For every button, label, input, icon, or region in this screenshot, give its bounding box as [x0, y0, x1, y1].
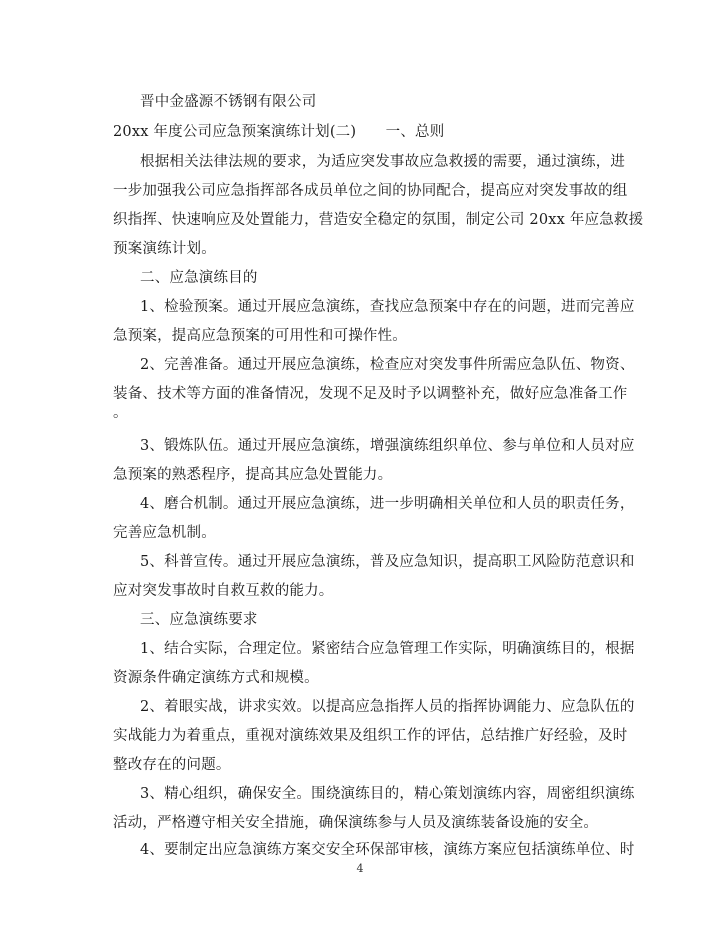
- paragraph-line: 3、精心组织，确保安全。围绕演练目的，精心策划演练内容，周密组织演练: [140, 786, 635, 802]
- paragraph-line: 急预案的熟悉程序，提高其应急处置能力。: [113, 467, 393, 483]
- paragraph-line: 1、检验预案。通过开展应急演练，查找应急预案中存在的问题，进而完善应: [140, 299, 635, 315]
- paragraph-line: 预案演练计划。: [113, 241, 216, 257]
- paragraph-line: 5、科普宣传。通过开展应急演练，普及应急知识，提高职工风险防范意识和: [140, 554, 635, 570]
- section-heading: 二、应急演练目的: [140, 270, 258, 286]
- paragraph-line: 应对突发事故时自救互救的能力。: [113, 583, 334, 599]
- paragraph-line: 织指挥、快速响应及处置能力，营造安全稳定的氛围，制定公司 20xx 年应急救援: [113, 212, 644, 228]
- section-heading: 三、应急演练要求: [140, 612, 258, 628]
- paragraph-line: 活动，严格遵守相关安全措施，确保演练参与人员及演练装备设施的安全。: [113, 815, 599, 831]
- paragraph-line: 实战能力为着重点，重视对演练效果及组织工作的评估，总结推广好经验，及时: [113, 728, 628, 744]
- paragraph-line: 2、着眼实战，讲求实效。以提高应急指挥人员的指挥协调能力、应急队伍的: [140, 699, 635, 715]
- paragraph-line: 根据相关法律法规的要求，为适应突发事故应急救援的需要，通过演练，进: [140, 154, 626, 170]
- document-title: 20xx 年度公司应急预案演练计划(二) 一、总则: [113, 124, 445, 140]
- company-name: 晋中金盛源不锈钢有限公司: [140, 94, 317, 110]
- paragraph-line: 4、要制定出应急演练方案交安全环保部审核，演练方案应包括演练单位、时: [140, 842, 635, 858]
- paragraph-line: 一步加强我公司应急指挥部各成员单位之间的协同配合，提高应对突发事故的组: [113, 183, 628, 199]
- paragraph-line: 资源条件确定演练方式和规模。: [113, 670, 319, 686]
- paragraph-line: 完善应急机制。: [113, 525, 216, 541]
- paragraph-line: 。: [113, 405, 128, 421]
- paragraph-line: 4、磨合机制。通过开展应急演练，进一步明确相关单位和人员的职责任务，: [140, 496, 635, 512]
- paragraph-line: 装备、技术等方面的准备情况，发现不足及时予以调整补充，做好应急准备工作: [113, 386, 628, 402]
- paragraph-line: 急预案，提高应急预案的可用性和可操作性。: [113, 328, 407, 344]
- page-number: 4: [356, 862, 364, 875]
- paragraph-line: 1、结合实际，合理定位。紧密结合应急管理工作实际，明确演练目的，根据: [140, 641, 635, 657]
- paragraph-line: 3、锻炼队伍。通过开展应急演练，增强演练组织单位、参与单位和人员对应: [140, 438, 635, 454]
- paragraph-line: 2、完善准备。通过开展应急演练，检查应对突发事件所需应急队伍、物资、: [140, 357, 635, 373]
- paragraph-line: 整改存在的问题。: [113, 757, 231, 773]
